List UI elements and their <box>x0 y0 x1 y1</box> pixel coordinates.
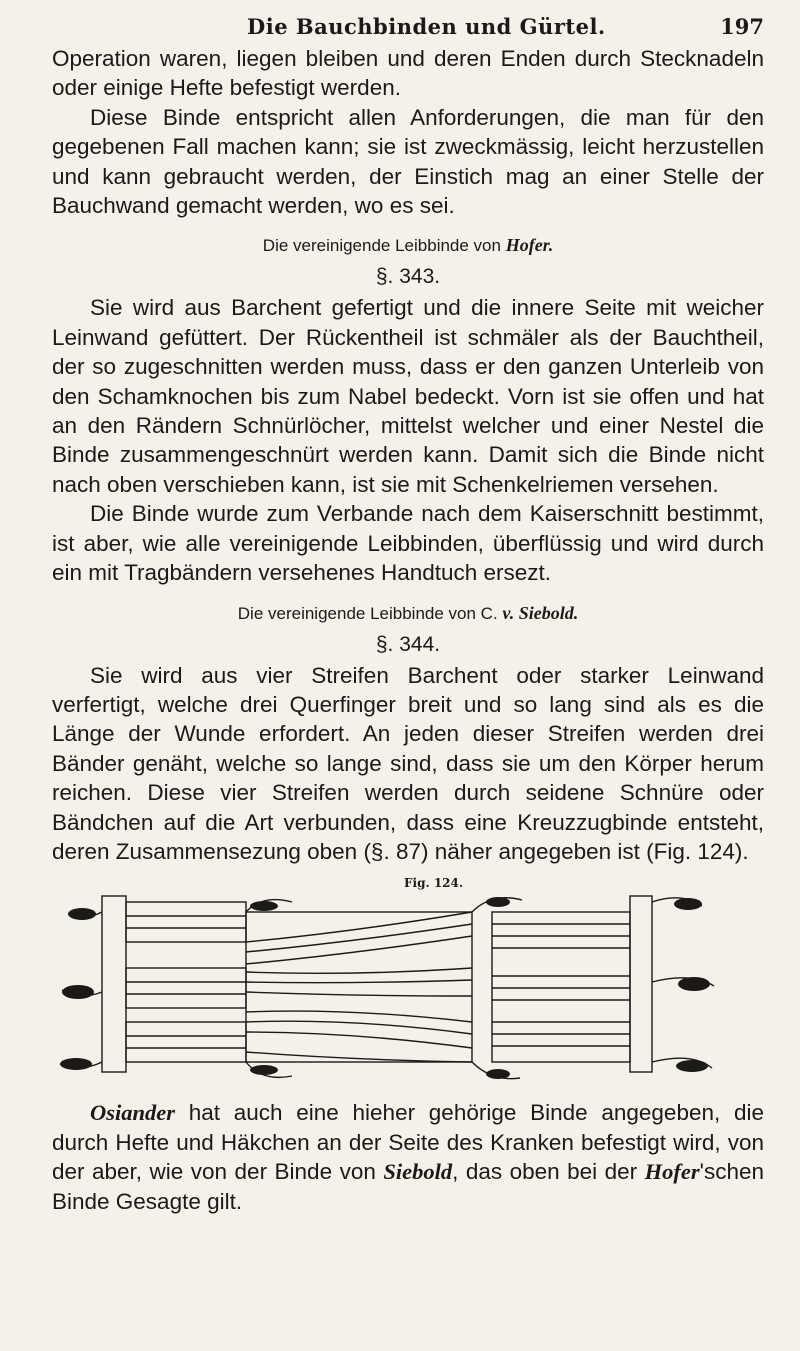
paragraph-osiander <box>52 1098 764 1216</box>
heading-text: Die vereinigende Leibbinde von <box>262 236 506 256</box>
section-number-344: §. 344. <box>375 632 441 656</box>
ribbons-right <box>492 924 630 1046</box>
page-number: 197 <box>720 14 764 39</box>
ribbon-knot <box>60 1058 92 1070</box>
author-name: Osiander <box>90 1100 176 1126</box>
ribbon-knot <box>62 985 94 999</box>
paragraph: Sie wird aus vier Streifen Barchent oder starker Leinwand verfertigt, welche drei Querfinger breit und so lang sind als es die Länge der Wunde erfordert. An jeden dieser Streifen werden drei Bänder genäht, welche so lange sind, dass sie um den Körper herum reichen. Diese vier Streifen werden durch seidene Schnüre oder Bändchen auf die Art verbunden, dass eine Kreuzzugbinde entsteht, deren Zusammensezung oben (§. 87) näher angegeben ist (Fig. 124). <box>52 662 764 864</box>
section-heading-siebold <box>52 602 764 625</box>
right-panel <box>492 912 630 1062</box>
ribbon-knot <box>676 1060 708 1072</box>
text-run: hat auch eine hieher gehörige Binde angegeben, die durch Hefte und Häkchen an der Seite des Kranken befestigt wird, von der aber, wie von der Binde von <box>52 1100 764 1185</box>
heading-author: Hofer. <box>505 235 554 256</box>
paragraph-continuation: Operation waren, liegen bleiben und deren Enden durch Stecknadeln oder einige Hefte befestigt werden. <box>52 46 764 101</box>
right-strip <box>630 896 652 1072</box>
band-1 <box>126 902 246 942</box>
ribbon-knot <box>486 897 510 907</box>
running-head <box>52 10 764 40</box>
running-head-title: Die Bauchbinden und Gürtel. <box>247 14 606 39</box>
author-name: Siebold <box>383 1159 453 1185</box>
band-3 <box>126 1022 246 1062</box>
book-page <box>52 0 764 1351</box>
ribbon-knot <box>250 1065 278 1075</box>
paragraph: Diese Binde entspricht allen Anforderungen, die man für den gegebenen Fall machen kann; sie ist zweckmässig, leicht herzustellen und kann gebraucht werden, der Einstich mag an einer Stelle der Bauchwand gemacht werden, wo es sei. <box>52 104 764 219</box>
paragraph: Sie wird aus Barchent gefertigt und die innere Seite mit weicher Leinwand gefüttert. Der Rückentheil ist schmäler als der Bauchtheil, der so zugeschnitten werden muss, dass er den ganzen Unterleib von den Schamknochen bis zum Nabel bedeckt. Vorn ist sie offen und hat an den Rändern Schnürlöcher, mittelst welcher und einer Nestel die Binde zusammengeschnürt werden kann. Damit sich die Binde nicht nach oben verschieben kann, ist sie mit Schenkelriemen versehen. <box>52 295 764 497</box>
ribbons-left <box>126 916 246 1048</box>
figure-label: Fig. 124. <box>404 876 464 891</box>
cords-center <box>246 912 472 1062</box>
heading-text: Die vereinigende Leibbinde von C. <box>237 603 503 623</box>
ribbon-knot <box>674 898 702 910</box>
paragraph: Die Binde wurde zum Verbande nach dem Kaiserschnitt bestimmt, ist aber, wie alle vereinigende Leibbinden, überflüssig und wird durch ein mit Tragbändern versehenes Handtuch ersezt. <box>52 501 764 586</box>
left-strip <box>102 896 126 1072</box>
center-panel <box>246 912 472 1062</box>
section-heading-hofer <box>52 234 764 257</box>
ribbon-knot <box>486 1069 510 1079</box>
text-run: 'schen Binde Gesagte gilt. <box>52 1159 765 1214</box>
section-number-343: §. 343. <box>375 265 441 289</box>
body-text <box>52 44 764 1216</box>
heading-author: v. Siebold. <box>502 602 579 623</box>
band-2 <box>126 968 246 1008</box>
bandage-illustration <box>52 872 764 1092</box>
ribbon-knot <box>68 908 96 920</box>
ribbon-knot <box>250 901 278 911</box>
figure-124 <box>52 872 764 1092</box>
text-run: , das oben bei der <box>452 1159 645 1185</box>
ribbon-knot <box>678 977 710 991</box>
author-name: Hofer <box>644 1159 700 1185</box>
